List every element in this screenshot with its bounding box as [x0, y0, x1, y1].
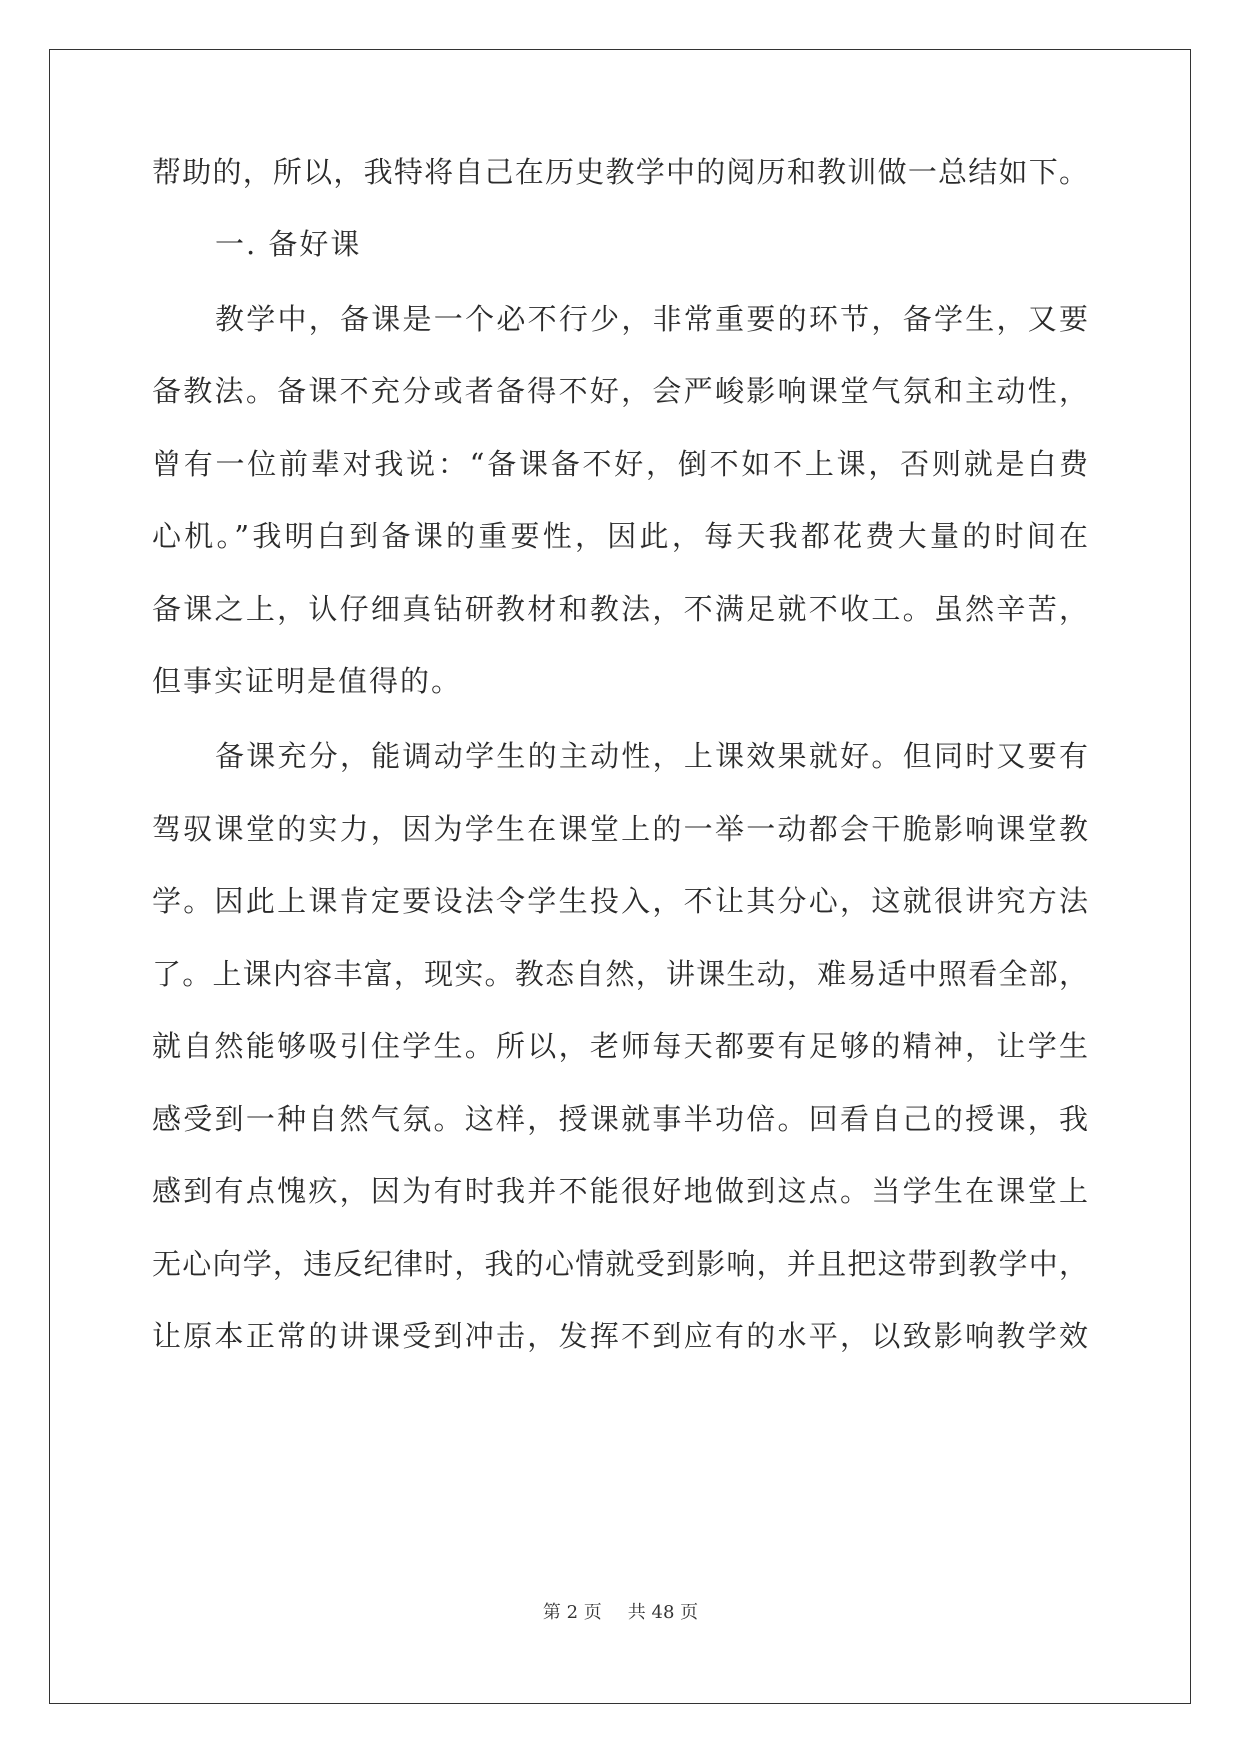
text-line: 备课充分，能调动学生的主动性，上课效果就好。但同时又要有 — [215, 739, 1088, 773]
page-footer — [0, 1601, 1241, 1625]
text-line: 曾有一位前辈对我说：“备课备不好，倒不如不上课，否则就是白费 — [152, 447, 1088, 481]
text-line: 教学中，备课是一个必不行少，非常重要的环节，备学生，又要 — [215, 302, 1088, 336]
text-line: 帮助的，所以，我特将自己在历史教学中的阅历和教训做一总结如下。 — [152, 155, 1088, 189]
text-line: 无心向学，违反纪律时，我的心情就受到影响，并且把这带到教学中， — [152, 1247, 1088, 1281]
text-line: 心机。”我明白到备课的重要性，因此，每天我都花费大量的时间在 — [152, 519, 1088, 553]
text-line: 了。上课内容丰富，现实。教态自然，讲课生动，难易适中照看全部， — [152, 957, 1088, 991]
text-line: 但事实证明是值得的。 — [152, 664, 463, 698]
text-line: 备教法。备课不充分或者备得不好，会严峻影响课堂气氛和主动性， — [152, 374, 1088, 408]
text-line: 学。因此上课肯定要设法令学生投入，不让其分心，这就很讲究方法 — [152, 884, 1088, 918]
page-total: 共 48 页 — [627, 1602, 699, 1623]
text-line: 备课之上，认仔细真钻研教材和教法，不满足就不收工。虽然辛苦， — [152, 592, 1088, 626]
text-line: 驾驭课堂的实力，因为学生在课堂上的一举一动都会干脆影响课堂教 — [152, 812, 1088, 846]
text-line: 让原本正常的讲课受到冲击，发挥不到应有的水平，以致影响教学效 — [152, 1319, 1088, 1353]
text-line: 感受到一种自然气氛。这样，授课就事半功倍。回看自己的授课，我 — [152, 1102, 1088, 1136]
page-border — [49, 49, 1191, 1704]
text-line: 感到有点愧疚，因为有时我并不能很好地做到这点。当学生在课堂上 — [152, 1174, 1088, 1208]
section-heading: 一. 备好课 — [215, 227, 362, 261]
page-number: 第 2 页 — [542, 1602, 602, 1623]
text-line: 就自然能够吸引住学生。所以，老师每天都要有足够的精神，让学生 — [152, 1029, 1088, 1063]
